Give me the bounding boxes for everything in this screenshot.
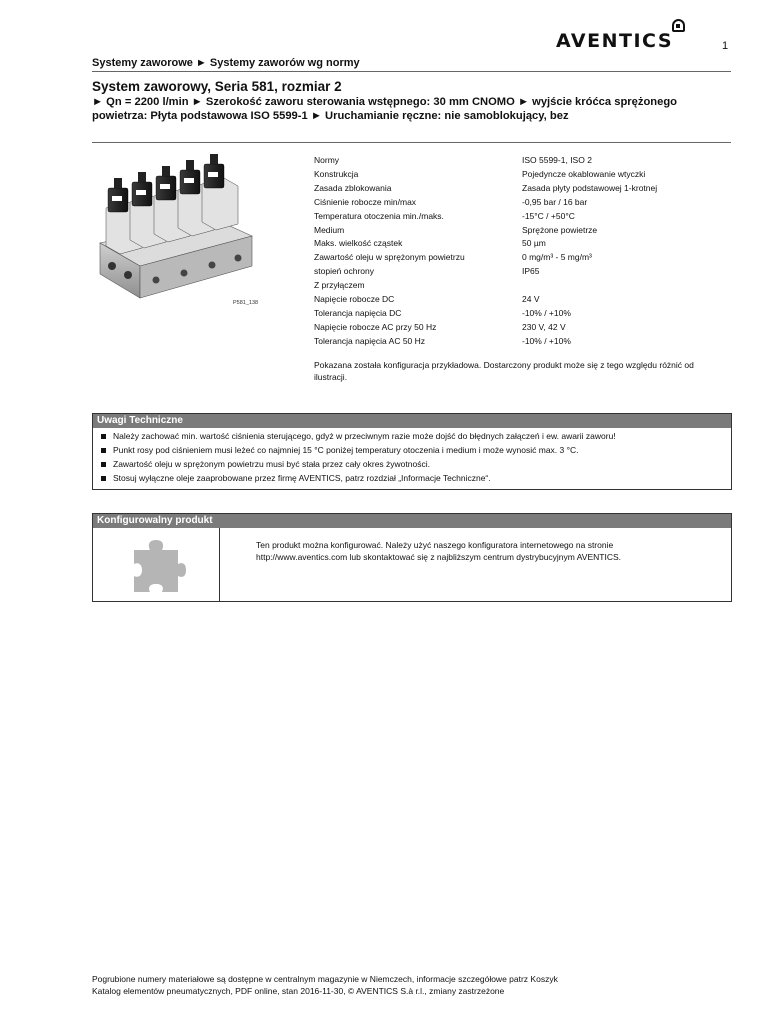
spec-value: 0 mg/m³ - 5 mg/m³ <box>522 252 592 263</box>
spec-label: Zawartość oleju w sprężonym powietrzu <box>314 252 465 263</box>
logo-mark-icon <box>672 19 685 32</box>
puzzle-icon <box>130 536 186 596</box>
config-description: Ten produkt można konfigurować. Należy użyć naszego konfiguratora internetowego na stronie http://www.aventics.com lub skontaktować się z najbliższym centrum dystrybucyjnym AVENTICS. <box>256 540 621 562</box>
spec-value: Sprężone powietrze <box>522 224 598 235</box>
spec-label: Ciśnienie robocze min/max <box>314 196 417 207</box>
divider <box>92 71 731 72</box>
spec-label: Medium <box>314 224 345 235</box>
list-item: Stosuj wyłączne oleje zaaprobowane przez firmę AVENTICS, patrz rozdział „Informacje Techniczne“. <box>101 472 731 486</box>
technical-notes-panel <box>92 413 732 490</box>
valve-manifold-image <box>92 148 262 308</box>
spec-value: Pojedyncze okablowanie wtyczki <box>522 168 646 179</box>
divider <box>92 142 731 143</box>
spec-value: -15°C / +50°C <box>522 210 575 221</box>
spec-value: IP65 <box>522 266 540 277</box>
logo-text: AVENTICS <box>556 30 674 52</box>
spec-row <box>314 168 734 182</box>
list-item: Zawartość oleju w sprężonym powietrzu musi być stała przez cały okres żywotności. <box>101 458 731 472</box>
spec-row <box>314 224 734 238</box>
page-subtitle: ► Qn = 2200 l/min ► Szerokość zaworu sterowania wstępnego: 30 mm CNOMO ► wyjście króćca sprężonego powietrza: Płyta podstawowa ISO 5599-1 ► Uruchamianie ręczne: nie samoblokujący, bez <box>92 96 678 122</box>
footer-line: Pogrubione numery materiałowe są dostępne w centralnym magazynie w Niemczech, informacje szczegółowe patrz Koszyk <box>92 974 558 984</box>
list-item: Punkt rosy pod ciśnieniem musi leżeć co najmniej 15 °C poniżej temperatury otoczenia i medium i może wynosić max. 3 °C. <box>101 444 731 458</box>
spec-row <box>314 196 734 210</box>
spec-row <box>314 237 734 251</box>
spec-value: -0,95 bar / 16 bar <box>522 196 588 207</box>
spec-label: Zasada zblokowania <box>314 182 392 193</box>
spec-row <box>314 182 734 196</box>
spec-row <box>314 321 734 335</box>
footer <box>92 974 732 997</box>
spec-row <box>314 210 734 224</box>
spec-label: Temperatura otoczenia min./maks. <box>314 210 444 221</box>
photo-caption: P581_138 <box>233 300 259 306</box>
page-title: System zaworowy, Seria 581, rozmiar 2 <box>92 79 342 94</box>
config-body <box>93 528 731 601</box>
spec-label: Napięcie robocze DC <box>314 294 395 305</box>
spec-label-secondary: Z przyłączem <box>314 280 365 291</box>
spec-value: 50 µm <box>522 238 546 249</box>
spec-label: Napięcie robocze AC przy 50 Hz <box>314 321 437 332</box>
spec-label: Maks. wielkość cząstek <box>314 238 403 249</box>
aventics-logo <box>556 28 686 54</box>
config-icon-cell <box>93 528 220 601</box>
spec-label: Konstrukcja <box>314 168 359 179</box>
spec-row <box>314 154 734 168</box>
spec-row <box>314 335 734 349</box>
spec-value: 230 V, 42 V <box>522 321 566 332</box>
spec-value: -10% / +10% <box>522 307 571 318</box>
breadcrumb: Systemy zaworowe ► Systemy zaworów wg normy <box>92 57 360 69</box>
panel-heading: Uwagi Techniczne <box>93 414 731 428</box>
spec-value: Zasada płyty podstawowej 1-krotnej <box>522 182 658 193</box>
spec-row <box>314 293 734 307</box>
spec-row <box>314 251 734 265</box>
footer-line: Katalog elementów pneumatycznych, PDF online, stan 2016-11-30, © AVENTICS S.à r.l., zmiany zastrzeżone <box>92 985 505 996</box>
technical-notes-list <box>93 428 731 489</box>
spec-label: Tolerancja napięcia AC 50 Hz <box>314 335 426 346</box>
spec-row <box>314 307 734 321</box>
configurable-product-panel <box>92 513 732 602</box>
spec-label: Normy <box>314 155 340 165</box>
panel-heading: Konfigurowalny produkt <box>93 514 731 528</box>
spec-label: Tolerancja napięcia DC <box>314 307 402 318</box>
spec-value: ISO 5599-1, ISO 2 <box>522 155 592 165</box>
page-number: 1 <box>722 40 729 52</box>
spec-value: 24 V <box>522 294 540 305</box>
spec-label: stopień ochrony <box>314 266 375 277</box>
spec-value: -10% / +10% <box>522 335 571 346</box>
illustration-note: Pokazana została konfiguracja przykładowa. Dostarczony produkt może się z tego względu różnić od ilustracji. <box>314 360 694 382</box>
list-item: Należy zachować min. wartość ciśnienia sterującego, gdyż w przeciwnym razie może dojść do błędnych załączeń i ew. awarii zaworu! <box>101 430 731 444</box>
spec-table <box>314 154 734 349</box>
spec-row <box>314 265 734 293</box>
